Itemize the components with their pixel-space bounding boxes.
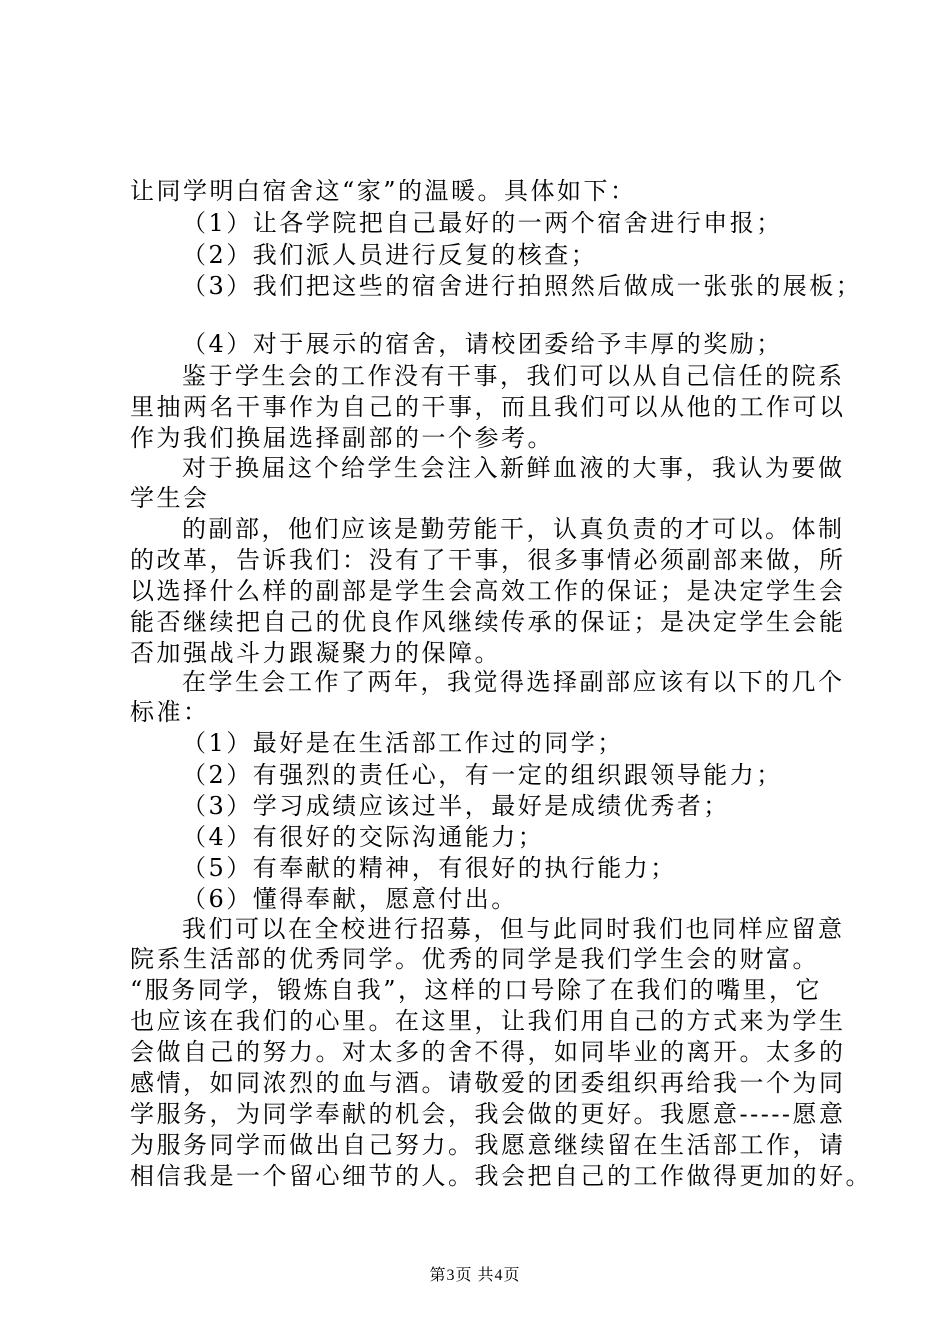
list-item: （6）懂得奉献，愿意付出。 <box>182 885 518 913</box>
text-line: 会做自己的努力。对太多的舍不得，如同毕业的离开。太多的 <box>130 1038 846 1066</box>
paragraph-line: 在学生会工作了两年，我觉得选择副部应该有以下的几个 <box>182 668 845 696</box>
text-line: 学生会 <box>130 484 210 512</box>
list-item: （4）有很好的交际沟通能力； <box>182 823 545 851</box>
paragraph-line: 对于换届这个给学生会注入新鲜血液的大事，我认为要做 <box>182 454 845 482</box>
text-line: 也应该在我们的心里。在这里，让我们用自己的方式来为学生 <box>130 1007 846 1035</box>
text-line: 让同学明白宿舍这“家”的温暖。具体如下： <box>130 177 637 205</box>
list-item: （4）对于展示的宿舍，请校团委给予丰厚的奖励； <box>182 330 783 358</box>
text-line: 院系生活部的优秀同学。优秀的同学是我们学生会的财富。 <box>130 945 819 973</box>
list-item: （3）我们把这些的宿舍进行拍照然后做成一张张的展板； <box>182 272 863 300</box>
text-line: 的改革，告诉我们：没有了干事，很多事情必须副部来做，所 <box>130 546 846 574</box>
text-line: 作为我们换届选择副部的一个参考。 <box>130 424 554 452</box>
text-line: 以选择什么样的副部是学生会高效工作的保证；是决定学生会 <box>130 577 846 605</box>
list-item: （3）学习成绩应该过半，最好是成绩优秀者； <box>182 792 730 820</box>
list-item: （2）有强烈的责任心，有一定的组织跟领导能力； <box>182 761 783 789</box>
text-line: 否加强战斗力跟凝聚力的保障。 <box>130 639 501 667</box>
paragraph-line: 的副部，他们应该是勤劳能干，认真负责的才可以。体制 <box>182 515 845 543</box>
text-line: “服务同学，锻炼自我”，这样的口号除了在我们的嘴里，它 <box>130 976 823 1004</box>
list-item: （2）我们派人员进行反复的核查； <box>182 241 598 269</box>
paragraph-line: 鉴于学生会的工作没有干事，我们可以从自己信任的院系 <box>182 362 845 390</box>
page-number: 第3页 共4页 <box>429 1267 521 1284</box>
text-line: 感情，如同浓烈的血与酒。请敬爱的团委组织再给我一个为同 <box>130 1069 846 1097</box>
text-line: 能否继续把自己的优良作风继续传承的保证；是决定学生会能 <box>130 608 846 636</box>
text-line: 标准： <box>130 698 210 726</box>
text-line: 学服务，为同学奉献的机会，我会做的更好。我愿意-----愿意 <box>130 1100 846 1128</box>
text-line: 里抽两名干事作为自己的干事，而且我们可以从他的工作可以 <box>130 393 846 421</box>
list-item: （1）最好是在生活部工作过的同学； <box>182 729 624 757</box>
list-item: （5）有奉献的精神，有很好的执行能力； <box>182 854 677 882</box>
text-line: 相信我是一个留心细节的人。我会把自己的工作做得更加的好。 <box>130 1162 872 1190</box>
text-line: 为服务同学而做出自己努力。我愿意继续留在生活部工作，请 <box>130 1131 846 1159</box>
list-item: （1）让各学院把自己最好的一两个宿舍进行申报； <box>182 209 783 237</box>
paragraph-line: 我们可以在全校进行招募，但与此同时我们也同样应留意 <box>182 915 845 943</box>
